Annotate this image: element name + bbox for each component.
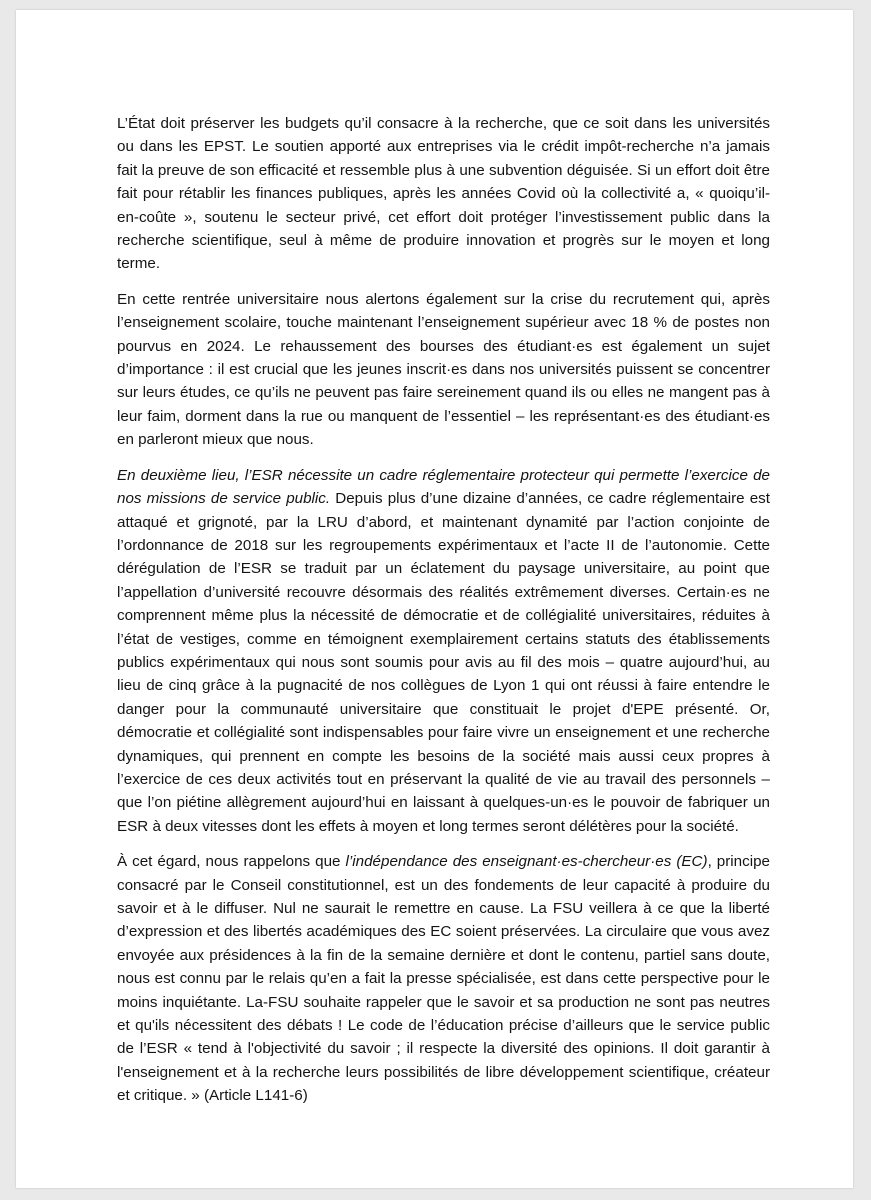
paragraph-3-italic-lead: En deuxième lieu, l’ESR nécessite un cadre réglementaire protecteur qui permette l’exercice de nos missions de service public. [117, 466, 770, 508]
paragraph-1 [117, 112, 770, 276]
paragraph-2 [117, 288, 770, 452]
paragraph-4 [117, 850, 770, 1107]
paragraph-1-text: L’État doit préserver les budgets qu’il consacre à la recherche, que ce soit dans les universités ou dans les EPST. Le soutien apporté aux entreprises via le crédit impôt-recherche n’a jamais fait la preuve de son efficacité et ressemble plus à une subvention déguisée. Si un effort doit être fait pour rétablir les finances publiques, après les années Covid où la collectivité a, « quoiqu’il-en-coûte », soutenu le secteur privé, cet effort doit protéger l’investissement public dans la recherche scientifique, seul à même de produire innovation et progrès sur le moyen et long terme. [117, 115, 770, 273]
paragraph-3 [117, 464, 770, 839]
paragraph-3-text: Depuis plus d’une dizaine d’années, ce cadre réglementaire est attaqué et grignoté, par la LRU d’abord, et maintenant dynamité par l’action conjointe de l’ordonnance de 2018 sur les regroupements expérimentaux et l’acte II de l’autonomie. Cette dérégulation de l’ESR se traduit par un éclatement du paysage universitaire, au point que l’appellation d’université recouvre désormais des réalités extrêmement diverses. Certain·es ne comprennent même plus la nécessité de démocratie et de collégialité universitaires, réduites à l’état de vestiges, comme en témoignent exemplairement certains statuts des établissements publics expérimentaux qui nous sont soumis pour avis au fil des mois – quatre aujourd’hui, au lieu de cinq grâce à la pugnacité de nos collègues de Lyon 1 qui ont réussi à faire entendre le danger pour la communauté universitaire que constituait le projet d'EPE présenté. Or, démocratie et collégialité sont indispensables pour faire vivre un enseignement et une recherche dynamiques, qui prennent en compte les besoins de la société mais aussi ceux propres à l’exercice de ces deux activités tout en préservant la qualité de vie au travail des personnels – que l’on piétine allègrement aujourd’hui en laissant à quelques-un·es le pouvoir de fabriquer un ESR à deux vitesses dont les effets à moyen et long termes seront délétères pour la société. [117, 490, 770, 835]
paragraph-4-text-end: , principe consacré par le Conseil constitutionnel, est un des fondements de leur capacité à produire du savoir et à le diffuser. Nul ne saurait le remettre en cause. La FSU veillera à ce que la liberté d’expression et des libertés académiques des EC soient préservées. La circulaire que vous avez envoyée aux présidences à la fin de la semaine dernière et dont le contenu, partiel sans doute, nous est connu par le relais qu’en a fait la presse spécialisée, est dans cette perspective pour le moins inquiétante. La-FSU souhaite rappeler que le savoir et sa production ne sont pas neutres et qu'ils nécessitent des débats ! Le code de l’éducation précise d’ailleurs que le service public de l’ESR « tend à l'objectivité du savoir ; il respecte la diversité des opinions. Il doit garantir à l'enseignement et à la recherche leurs possibilités de libre développement scientifique, créateur et critique. » (Article L141-6) [117, 853, 770, 1105]
paragraph-4-italic-phrase: l’indépendance des enseignant·es-chercheur·es (EC) [345, 853, 708, 871]
paragraph-4-text-start: À cet égard, nous rappelons que [117, 853, 346, 871]
paragraph-2-text: En cette rentrée universitaire nous alertons également sur la crise du recrutement qui, après l’enseignement scolaire, touche maintenant l’enseignement supérieur avec 18 % de postes non pourvus en 2024. Le rehaussement des bourses des étudiant·es est également un sujet d’importance : il est crucial que les jeunes inscrit·es dans nos universités puissent se concentrer sur leurs études, ce qu’ils ne peuvent pas faire sereinement quand ils ou elles ne mangent pas à leur faim, dorment dans la rue ou manquent de l’essentiel – les représentant·es des étudiant·es en parleront mieux que nous. [117, 290, 770, 449]
document-page [16, 10, 853, 1188]
document-body [117, 112, 770, 1120]
